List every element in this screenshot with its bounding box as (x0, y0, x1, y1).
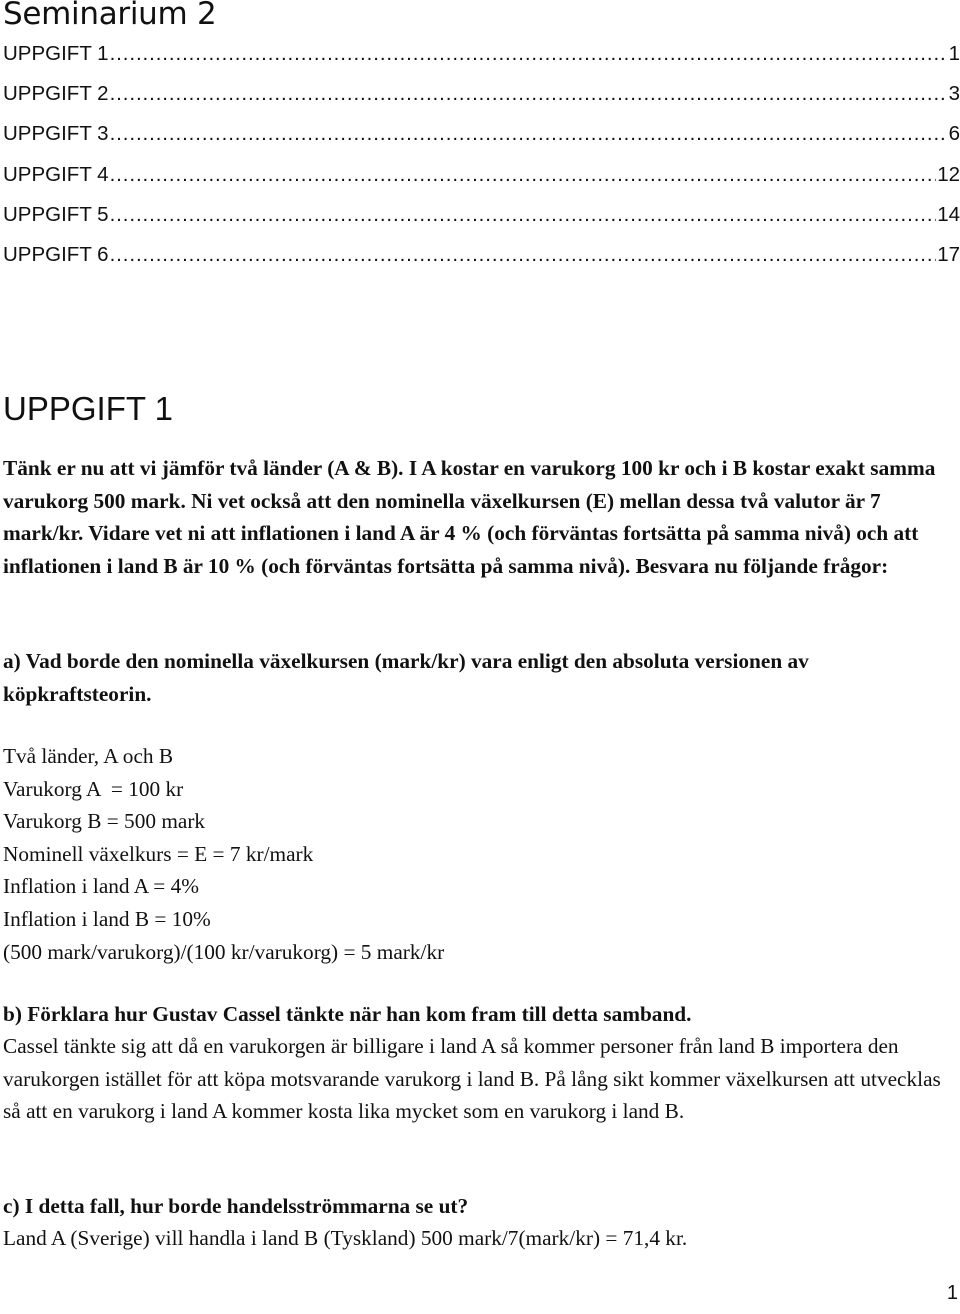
toc-dot-leader (110, 203, 937, 227)
given-line: Varukorg B = 500 mark (3, 809, 206, 834)
page-number: 1 (946, 1282, 958, 1304)
toc-entry-label: UPPGIFT 1 (3, 42, 109, 65)
given-values (3, 740, 958, 968)
question-b: b) Förklara hur Gustav Cassel tänkte när han kom fram till detta samband. (3, 1002, 692, 1026)
toc-entry-uppgift-6[interactable] (3, 243, 960, 283)
toc-entry-label: UPPGIFT 5 (3, 202, 109, 226)
toc-entry-uppgift-4[interactable] (3, 163, 960, 203)
task-intro: Tänk er nu att vi jämför två länder (A & B). I A kostar en varukorg 100 kr och i B kostar exakt samma varukorg 500 mark. Ni vet också att den nominella växelkursen (E) mellan dessa två valutor är 7 mark/kr. Vidare vet ni att inflationen i land A är 4 % (och förväntas fortsätta på samma nivå) och att inflationen i land B är 10 % (och förväntas fortsätta på samma nivå). Besvara nu följande frågor: (3, 456, 936, 578)
toc-dot-leader (110, 163, 937, 187)
toc-dot-leader (110, 82, 948, 106)
toc-entry-label: UPPGIFT 2 (3, 82, 109, 106)
given-line: Inflation i land B = 10% (3, 906, 211, 931)
toc-entry-label: UPPGIFT 4 (3, 162, 109, 186)
toc-entry-uppgift-5[interactable] (3, 203, 960, 243)
toc-entry-page: 6 (948, 122, 960, 146)
toc-entry-page: 3 (948, 82, 960, 106)
toc-entry-uppgift-1[interactable] (3, 42, 960, 82)
toc-entry-page: 17 (937, 242, 960, 266)
question-c: c) I detta fall, hur borde handelsströmmarna se ut? (3, 1194, 469, 1218)
toc-entry-page: 14 (937, 202, 960, 226)
toc-entry-uppgift-3[interactable] (3, 122, 960, 162)
given-line: Två länder, A och B (3, 744, 174, 768)
given-line: Nominell växelkurs = E = 7 kr/mark (3, 841, 314, 866)
table-of-contents (3, 42, 960, 283)
toc-entry-uppgift-2[interactable] (3, 82, 960, 122)
given-line: Varukorg A = 100 kr (3, 776, 184, 801)
toc-dot-leader (110, 243, 937, 267)
document-title: Seminarium 2 (3, 0, 217, 32)
toc-entry-page: 1 (948, 42, 960, 65)
toc-dot-leader (110, 122, 948, 146)
given-line: Inflation i land A = 4% (3, 874, 199, 899)
toc-entry-label: UPPGIFT 3 (3, 122, 109, 146)
toc-dot-leader (110, 42, 948, 66)
toc-entry-label: UPPGIFT 6 (3, 242, 109, 266)
answer-c: Land A (Sverige) vill handla i land B (Tyskland) 500 mark/7(mark/kr) = 71,4 kr. (3, 1226, 688, 1250)
section-heading: UPPGIFT 1 (3, 390, 173, 427)
given-line: (500 mark/varukorg)/(100 kr/varukorg) = 5 mark/kr (3, 939, 445, 964)
question-a: a) Vad borde den nominella växelkursen (mark/kr) vara enligt den absoluta versionen av köpkraftsteorin. (3, 649, 809, 706)
toc-entry-page: 12 (937, 162, 960, 186)
answer-b: Cassel tänkte sig att då en varukorgen är billigare i land A så kommer personer från land B importera den varukorgen istället för att köpa motsvarande varukorg i land B. På lång sikt kommer växelkursen att utvecklas så att en varukorg i land A kommer kosta lika mycket som en varukorg i land B. (3, 1034, 941, 1123)
